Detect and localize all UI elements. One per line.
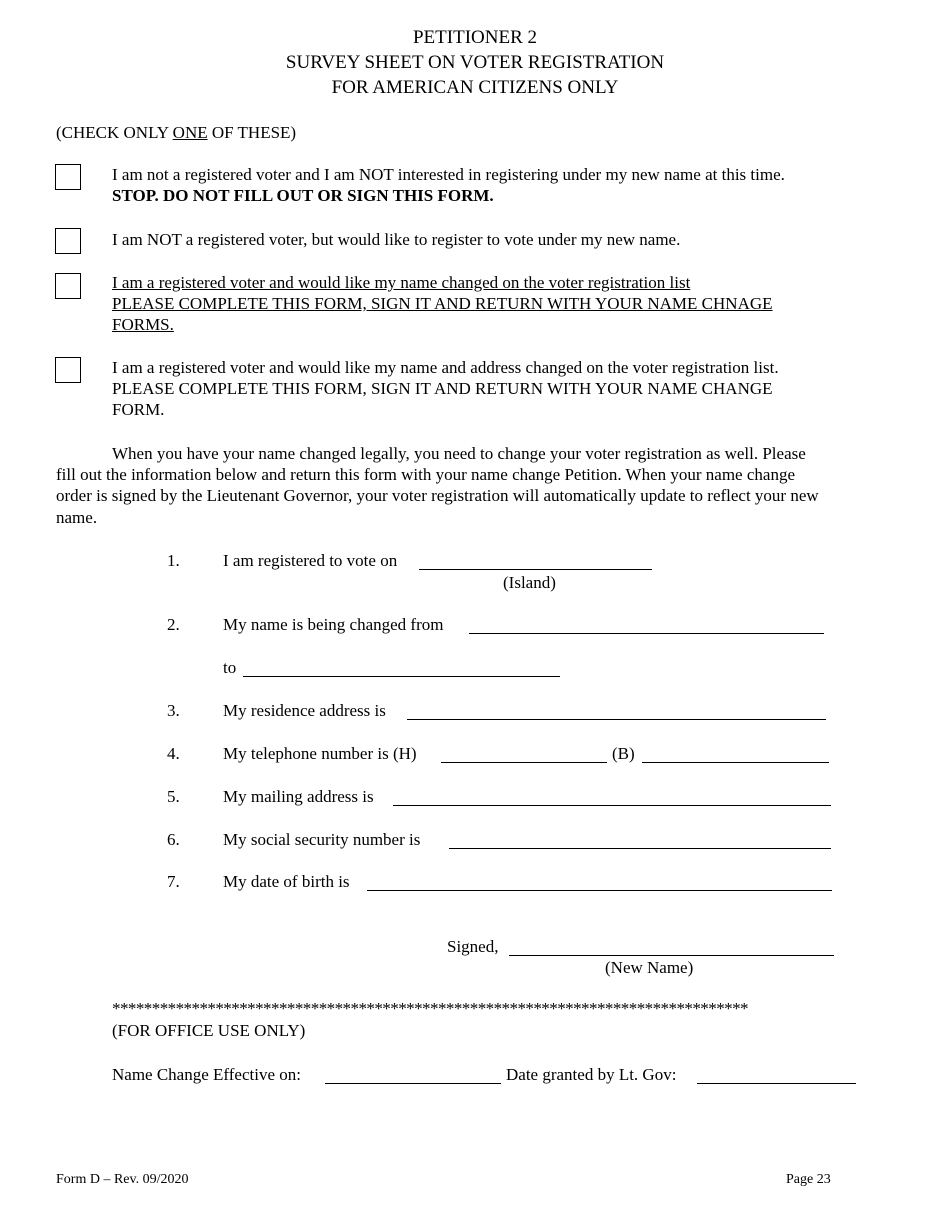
field-5-number: 5. [167,787,180,806]
separator-stars: ******************************************************************************** [112,999,749,1018]
ssn-label: My social security number is [223,830,421,849]
island-label: I am registered to vote on [223,551,398,570]
option-4-text: I am a registered voter and would like my name and address changed on the voter registration list. [112,358,779,377]
field-4-number: 4. [167,744,180,763]
name-from-label: My name is being changed from [223,615,444,634]
effective-date-label: Name Change Effective on: [112,1065,301,1084]
office-use-heading: (FOR OFFICE USE ONLY) [112,1021,306,1040]
instructions-paragraph-line-2: fill out the information below and return this form with your name change Petition. When your name change [56,465,795,484]
instructions-paragraph-line-1: When you have your name changed legally, you need to change your voter registration as well. Please [112,444,806,463]
residence-address-input-line[interactable] [407,719,826,720]
telephone-business-input-line[interactable] [642,762,829,763]
form-title-line-3: FOR AMERICAN CITIZENS ONLY [331,77,619,98]
form-title-line-1: PETITIONER 2 [412,27,537,48]
option-1-checkbox[interactable] [55,164,81,190]
signature-caption: (New Name) [605,958,694,977]
signature-label: Signed, [447,937,499,956]
option-1-text: I am not a registered voter and I am NOT interested in registering under my new name at this time. [112,165,785,184]
island-input-line[interactable] [419,569,652,570]
form-revision: Form D – Rev. 09/2020 [56,1172,189,1187]
residence-address-label: My residence address is [223,701,386,720]
field-1-number: 1. [167,551,180,570]
name-to-label: to [223,658,237,677]
option-1-stop-notice: STOP. DO NOT FILL OUT OR SIGN THIS FORM. [112,186,494,205]
effective-date-input-line[interactable] [325,1083,501,1084]
telephone-business-label: (B) [612,744,635,763]
option-3-checkbox[interactable] [55,273,81,299]
instructions-paragraph-line-4: name. [56,508,98,527]
check-instruction-emphasis: ONE [172,123,208,142]
granted-date-label: Date granted by Lt. Gov: [506,1065,677,1084]
form-title-line-2: SURVEY SHEET ON VOTER REGISTRATION [285,52,665,73]
island-caption: (Island) [503,573,556,592]
option-3-text: I am a registered voter and would like my name changed on the voter registration list [112,273,691,292]
instructions-paragraph-line-3: order is signed by the Lieutenant Governor, your voter registration will automatically update to reflect your new [56,486,819,505]
date-of-birth-label: My date of birth is [223,872,350,891]
name-to-input-line[interactable] [243,676,560,677]
telephone-home-label: My telephone number is (H) [223,744,417,763]
mailing-address-label: My mailing address is [223,787,374,806]
date-of-birth-input-line[interactable] [367,890,832,891]
ssn-input-line[interactable] [449,848,831,849]
option-2-checkbox[interactable] [55,228,81,254]
option-2-text: I am NOT a registered voter, but would like to register to vote under my new name. [112,230,681,249]
field-3-number: 3. [167,701,180,720]
option-3-instruction-line-2: FORMS. [112,315,174,334]
field-2-number: 2. [167,615,180,634]
telephone-home-input-line[interactable] [441,762,607,763]
option-4-checkbox[interactable] [55,357,81,383]
granted-date-input-line[interactable] [697,1083,856,1084]
mailing-address-input-line[interactable] [393,805,831,806]
option-4-instruction-line-2: FORM. [112,400,165,419]
option-3-instruction-line-1: PLEASE COMPLETE THIS FORM, SIGN IT AND RETURN WITH YOUR NAME CHNAGE [112,294,773,313]
field-7-number: 7. [167,872,180,891]
option-4-instruction-line-1: PLEASE COMPLETE THIS FORM, SIGN IT AND RETURN WITH YOUR NAME CHANGE [112,379,773,398]
name-from-input-line[interactable] [469,633,824,634]
field-6-number: 6. [167,830,180,849]
page-number: Page 23 [786,1172,831,1187]
signature-input-line[interactable] [509,955,834,956]
check-instruction: (CHECK ONLY ONE OF THESE) [56,123,297,142]
